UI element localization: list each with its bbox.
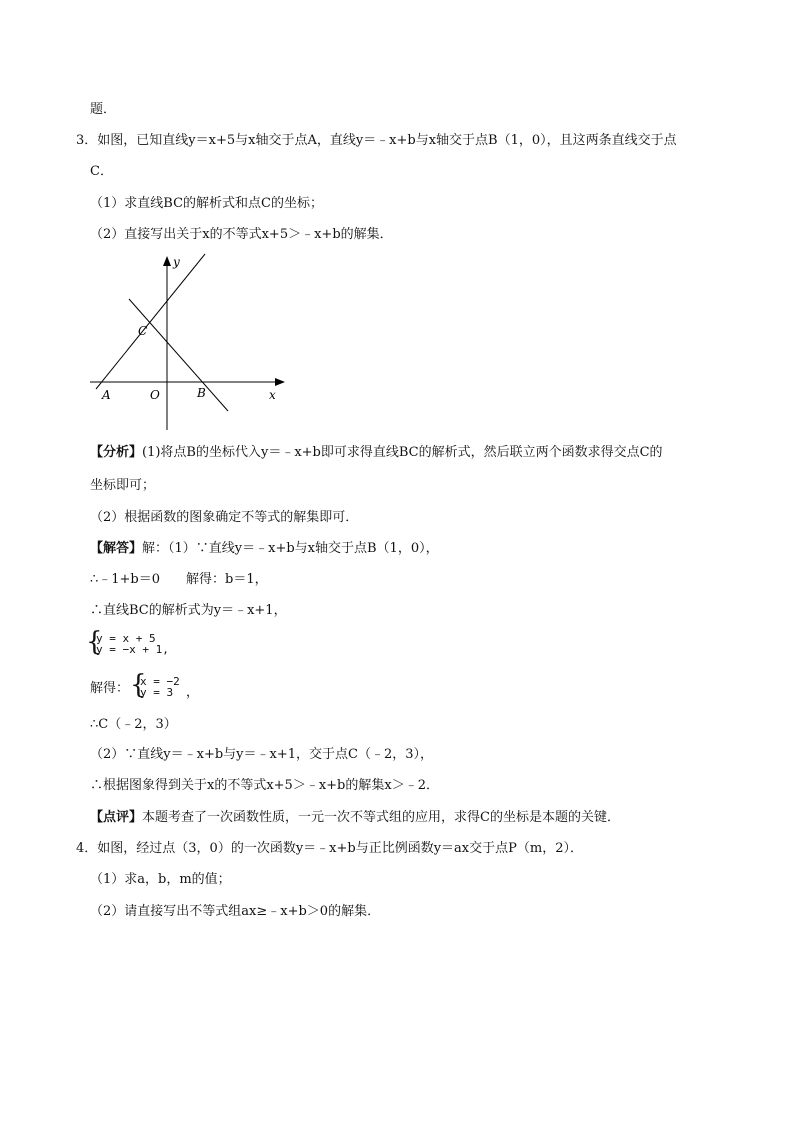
equation-system-2 bbox=[140, 676, 180, 698]
label-y: y bbox=[173, 255, 180, 269]
label-a: A bbox=[102, 388, 111, 402]
problem-3-statement-cont: C． bbox=[90, 164, 113, 179]
analysis-line-2: 坐标即可； bbox=[90, 478, 156, 493]
solution-line-2: ∴﹣1+b＝0 解得：b＝1， bbox=[90, 572, 268, 587]
problem-3-statement: 3．如图，已知直线y＝x+5与x轴交于点A，直线y＝﹣x+b与x轴交于点B（1，0），且这两条直线交于点 bbox=[76, 133, 677, 148]
solution-line-3: ∴直线BC的解析式为y＝﹣x+1， bbox=[90, 603, 287, 618]
analysis-tag: 【分析】 bbox=[90, 445, 143, 460]
line-bc bbox=[129, 299, 228, 411]
comment-line bbox=[90, 809, 620, 827]
solution-part2-line-2: ∴根据图象得到关于x的不等式x+5＞﹣x+b的解集x＞﹣2． bbox=[90, 778, 439, 793]
solution-line-1 bbox=[90, 540, 439, 558]
solved-comma: ， bbox=[186, 685, 200, 700]
coordinate-graph bbox=[85, 252, 295, 432]
equation-1-row-1: y = x + 5 bbox=[96, 632, 156, 645]
equation-2-row-2: y = 3 bbox=[140, 686, 174, 699]
solution-text: 解：（1）∵直线y＝﹣x+b与x轴交于点B（1，0）， bbox=[142, 541, 439, 556]
line-continuation: 题． bbox=[90, 102, 117, 117]
x-axis-arrow bbox=[275, 378, 285, 386]
equation-1-row-2: y = −x + 1, bbox=[96, 643, 169, 656]
equation-2-row-1: x = −2 bbox=[140, 675, 180, 688]
comment-text: 本题考查了一次函数性质，一元一次不等式组的应用，求得C的坐标是本题的关键． bbox=[142, 810, 620, 825]
analysis-line-3: （2）根据函数的图象确定不等式的解集即可． bbox=[90, 510, 359, 525]
problem-4-part1: （1）求a，b，m的值； bbox=[90, 872, 231, 887]
brace-2: { bbox=[130, 670, 147, 700]
analysis-line-1 bbox=[90, 444, 663, 462]
y-axis-arrow bbox=[163, 256, 171, 266]
problem-3-part2: （2）直接写出关于x的不等式x+5＞﹣x+b的解集． bbox=[90, 227, 393, 242]
brace-1: { bbox=[86, 627, 103, 657]
line-y-equals-x-plus-5 bbox=[96, 254, 205, 389]
problem-4-part2: （2）请直接写出不等式组ax≥﹣x+b＞0的解集． bbox=[90, 904, 381, 919]
solution-part2-line-1: （2）∵直线y＝﹣x+b与y＝﹣x+1，交于点C（﹣2，3）， bbox=[90, 747, 433, 762]
label-b: B bbox=[197, 386, 206, 400]
solution-tag: 【解答】 bbox=[90, 541, 143, 556]
problem-3-part1: （1）求直线BC的解析式和点C的坐标； bbox=[90, 196, 323, 211]
label-c: C bbox=[138, 324, 148, 338]
solved-label: 解得： bbox=[90, 681, 130, 696]
comment-tag: 【点评】 bbox=[90, 810, 143, 825]
label-o: O bbox=[150, 388, 160, 402]
problem-4-statement: 4．如图，经过点（3，0）的一次函数y＝﹣x+b与正比例函数y＝ax交于点P（m，2）． bbox=[76, 841, 583, 856]
label-x: x bbox=[269, 388, 276, 402]
solution-line-c: ∴C（﹣2，3） bbox=[90, 717, 177, 732]
analysis-text: (1)将点B的坐标代入y＝﹣x+b即可求得直线BC的解析式，然后联立两个函数求得交点C的 bbox=[142, 445, 663, 460]
equation-system-1 bbox=[96, 633, 169, 655]
